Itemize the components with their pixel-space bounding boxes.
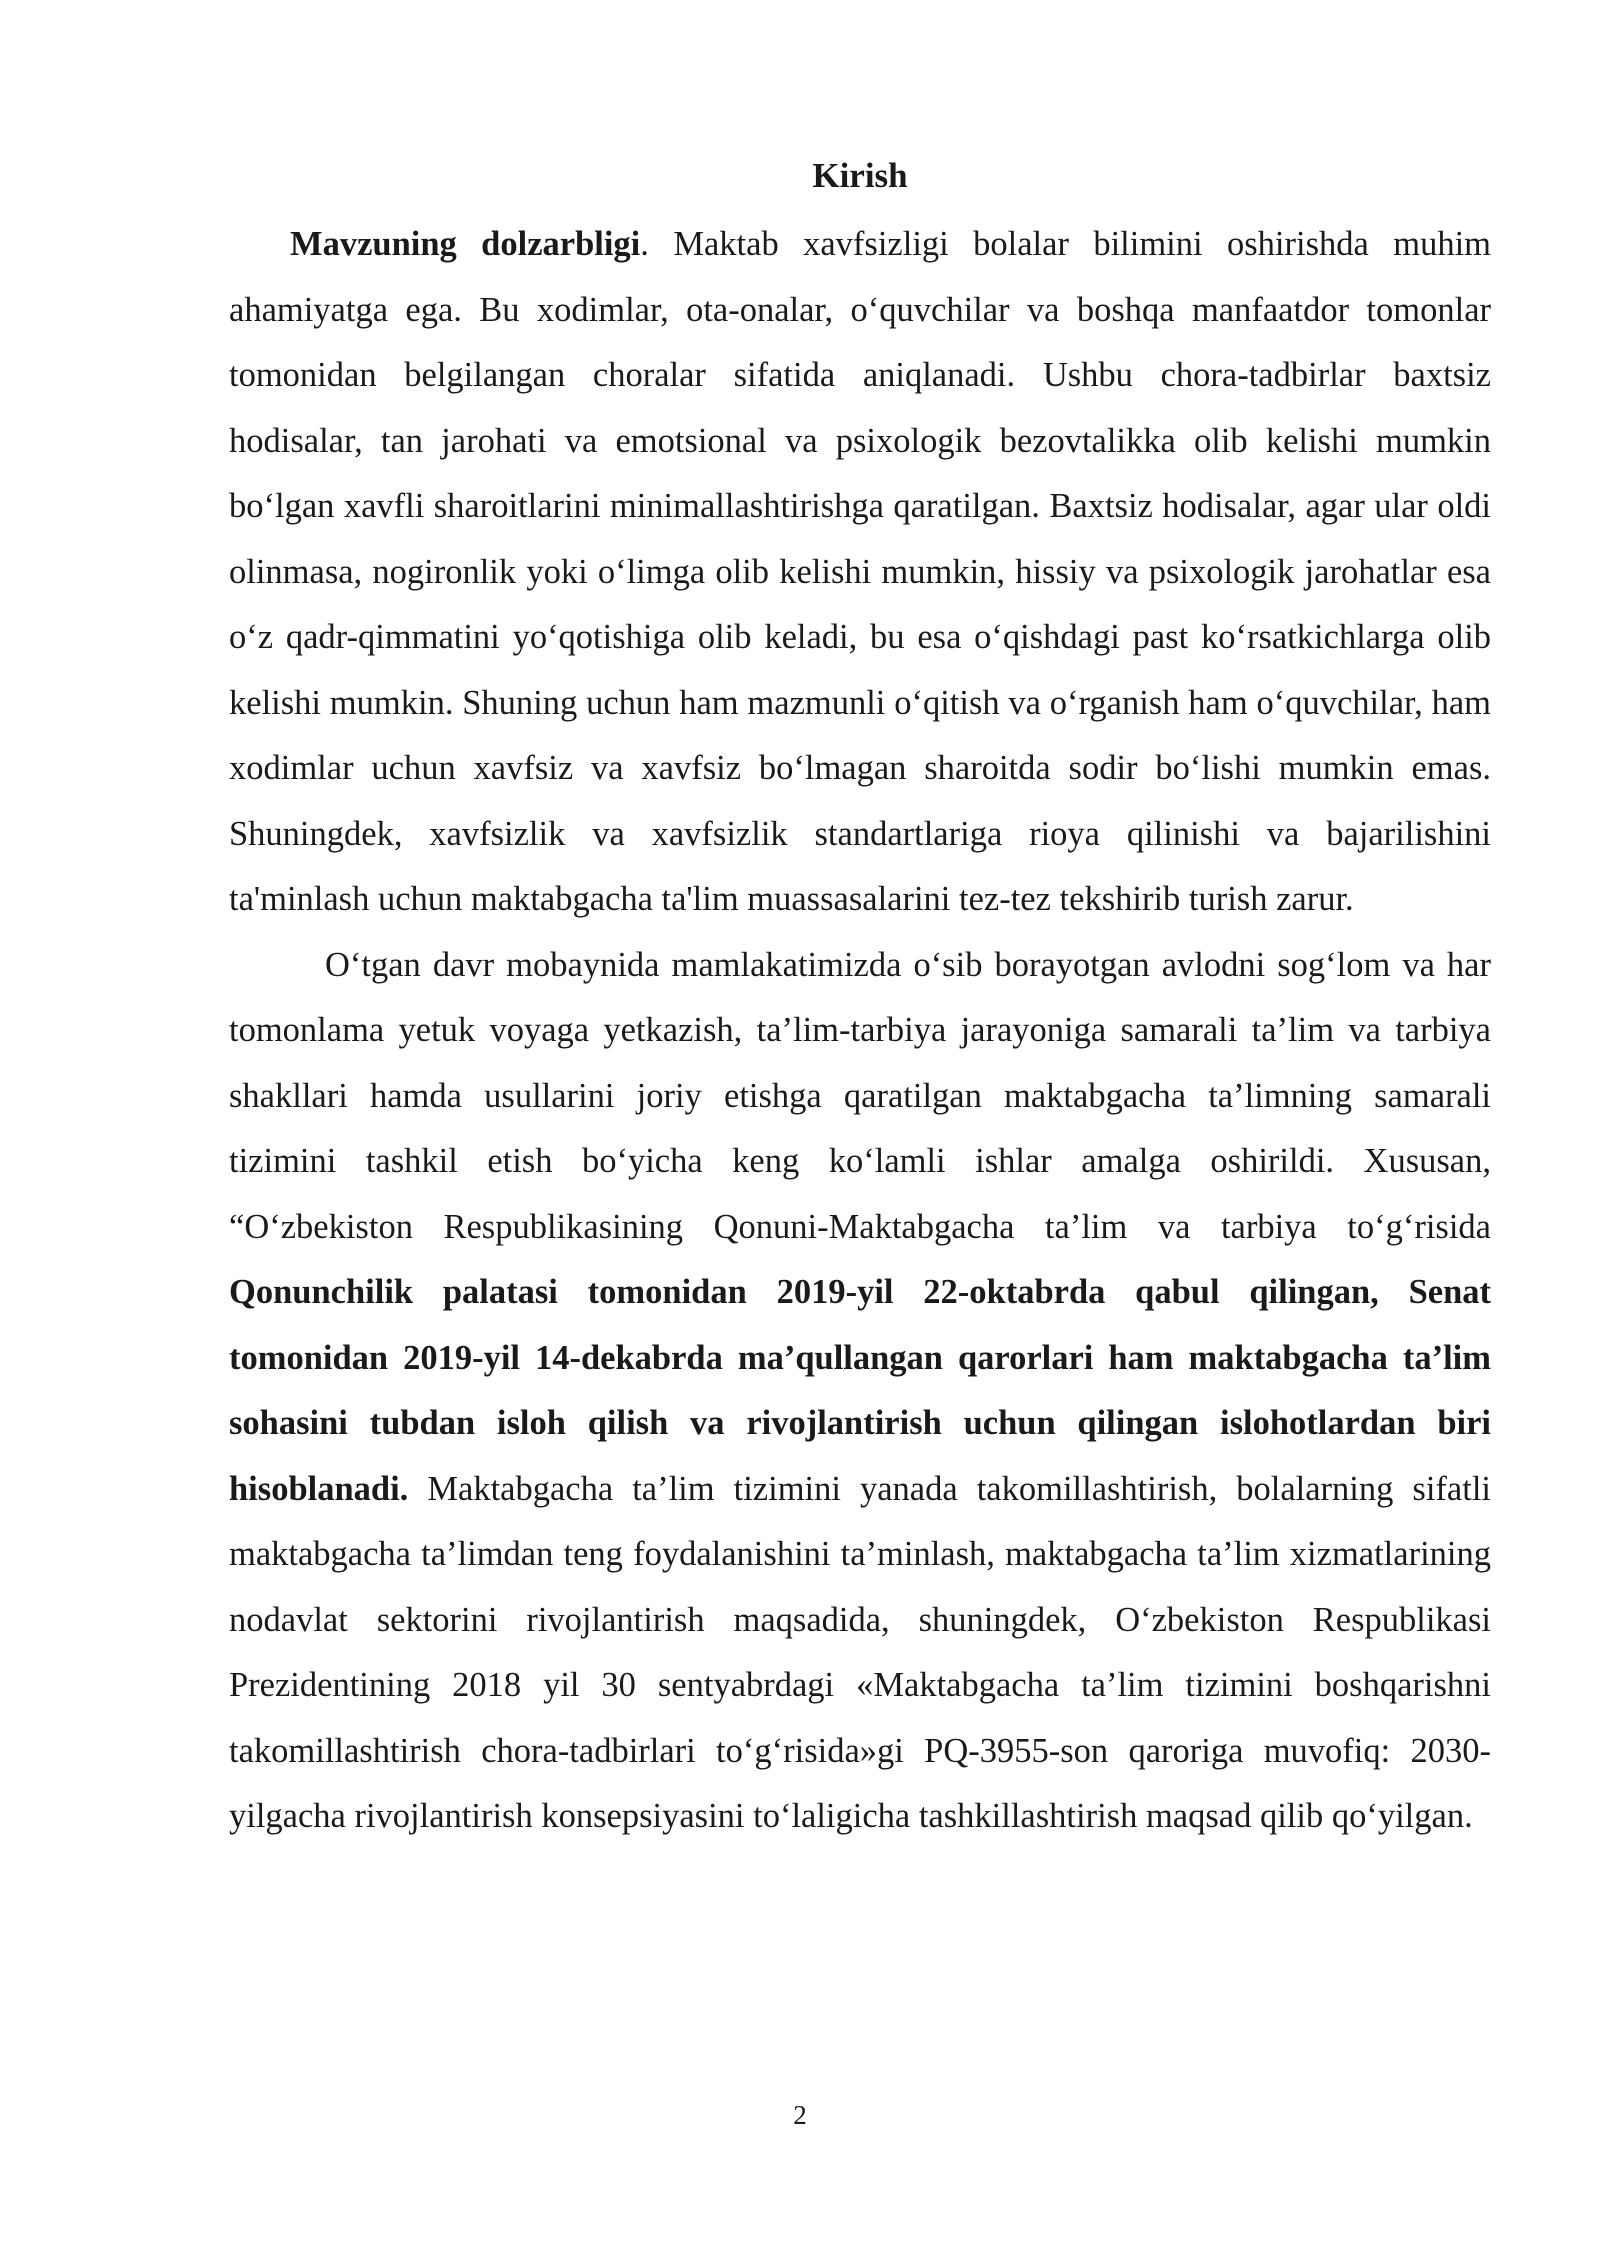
reforms-bold-text: Qonunchilik palatasi tomonidan 2019-yil 22-oktabrda qabul qilingan, Senat tomonidan 2019-yil 14-dekabrda ma’qullangan qarorlari ham maktabgacha ta’lim sohasini tubdan isloh qilish va rivojlantirish uchun qilingan islohotlardan biri hisoblanadi. — [229, 1273, 1491, 1508]
document-page — [229, 148, 1491, 1850]
relevance-lead: Mavzuning dolzarbligi — [290, 225, 641, 263]
relevance-text: Maktab xavfsizligi bolalar bilimini oshirishda muhim ahamiyatga ega. Bu xodimlar, ota-onalar, o‘quvchilar va boshqa manfaatdor tomonlar tomonidan belgilangan choralar sifatida aniqlanadi. Ushbu chora-tadbirlar baxtsiz hodisalar, tan jarohati va emotsional va psixologik bezovtalikka olib kelishi mumkin bo‘lgan xavfli sharoitlarini minimallashtirishga qaratilgan. Baxtsiz hodisalar, agar ular oldi olinmasa, nogironlik yoki o‘limga olib kelishi mumkin, hissiy va psixologik jarohatlar esa o‘z qadr-qimmatini yo‘qotishiga olib keladi, bu esa o‘qishdagi past ko‘rsatkichlarga olib kelishi mumkin. Shuning uchun ham mazmunli o‘qitish va o‘rganish ham o‘quvchilar, ham xodimlar uchun xavfsiz va xavfsiz bo‘lmagan sharoitda sodir bo‘lishi mumkin emas. Shuningdek, xavfsizlik va xavfsizlik standartlariga rioya qilinishi va bajarilishini ta'minlash uchun maktabgacha ta'lim muassasalarini tez-tez tekshirib turish zarur. — [229, 225, 1491, 918]
paragraph-reforms — [229, 933, 1491, 1850]
relevance-lead-punct: . — [640, 225, 649, 263]
reforms-text-after: Maktabgacha ta’lim tizimini yanada takomillashtirish, bolalarning sifatli maktabgacha ta’limdan teng foydalanishini ta’minlash, maktabgacha ta’lim xizmatlarining nodavlat sektorini rivojlantirish maqsadida, shuningdek, O‘zbekiston Respublikasi Prezidentining 2018 yil 30 sentyabrdagi «Maktabgacha ta’lim tizimini boshqarishni takomillashtirish chora-tadbirlari to‘g‘risida»gi PQ-3955-son qaroriga muvofiq: 2030-yilgacha rivojlantirish konsepsiyasini to‘laligicha tashkillashtirish maqsad qilib qo‘yilgan. — [229, 1469, 1491, 1835]
reforms-text-before: O‘tgan davr mobaynida mamlakatimizda o‘sib borayotgan avlodni sog‘lom va har tomonlama yetuk voyaga yetkazish, ta’lim-tarbiya jarayoniga samarali ta’lim va tarbiya shakllari hamda usullarini joriy etishga qaratilgan maktabgacha ta’limning samarali tizimini tashkil etish bo‘yicha keng ko‘lamli ishlar amalga oshirildi. Xususan, “O‘zbekiston Respublikasining Qonuni-Maktabgacha ta’lim va tarbiya to‘g‘risida — [229, 945, 1491, 1246]
page-number: 2 — [793, 2100, 807, 2130]
page-title: Kirish — [812, 156, 908, 195]
paragraph-relevance — [229, 212, 1491, 933]
